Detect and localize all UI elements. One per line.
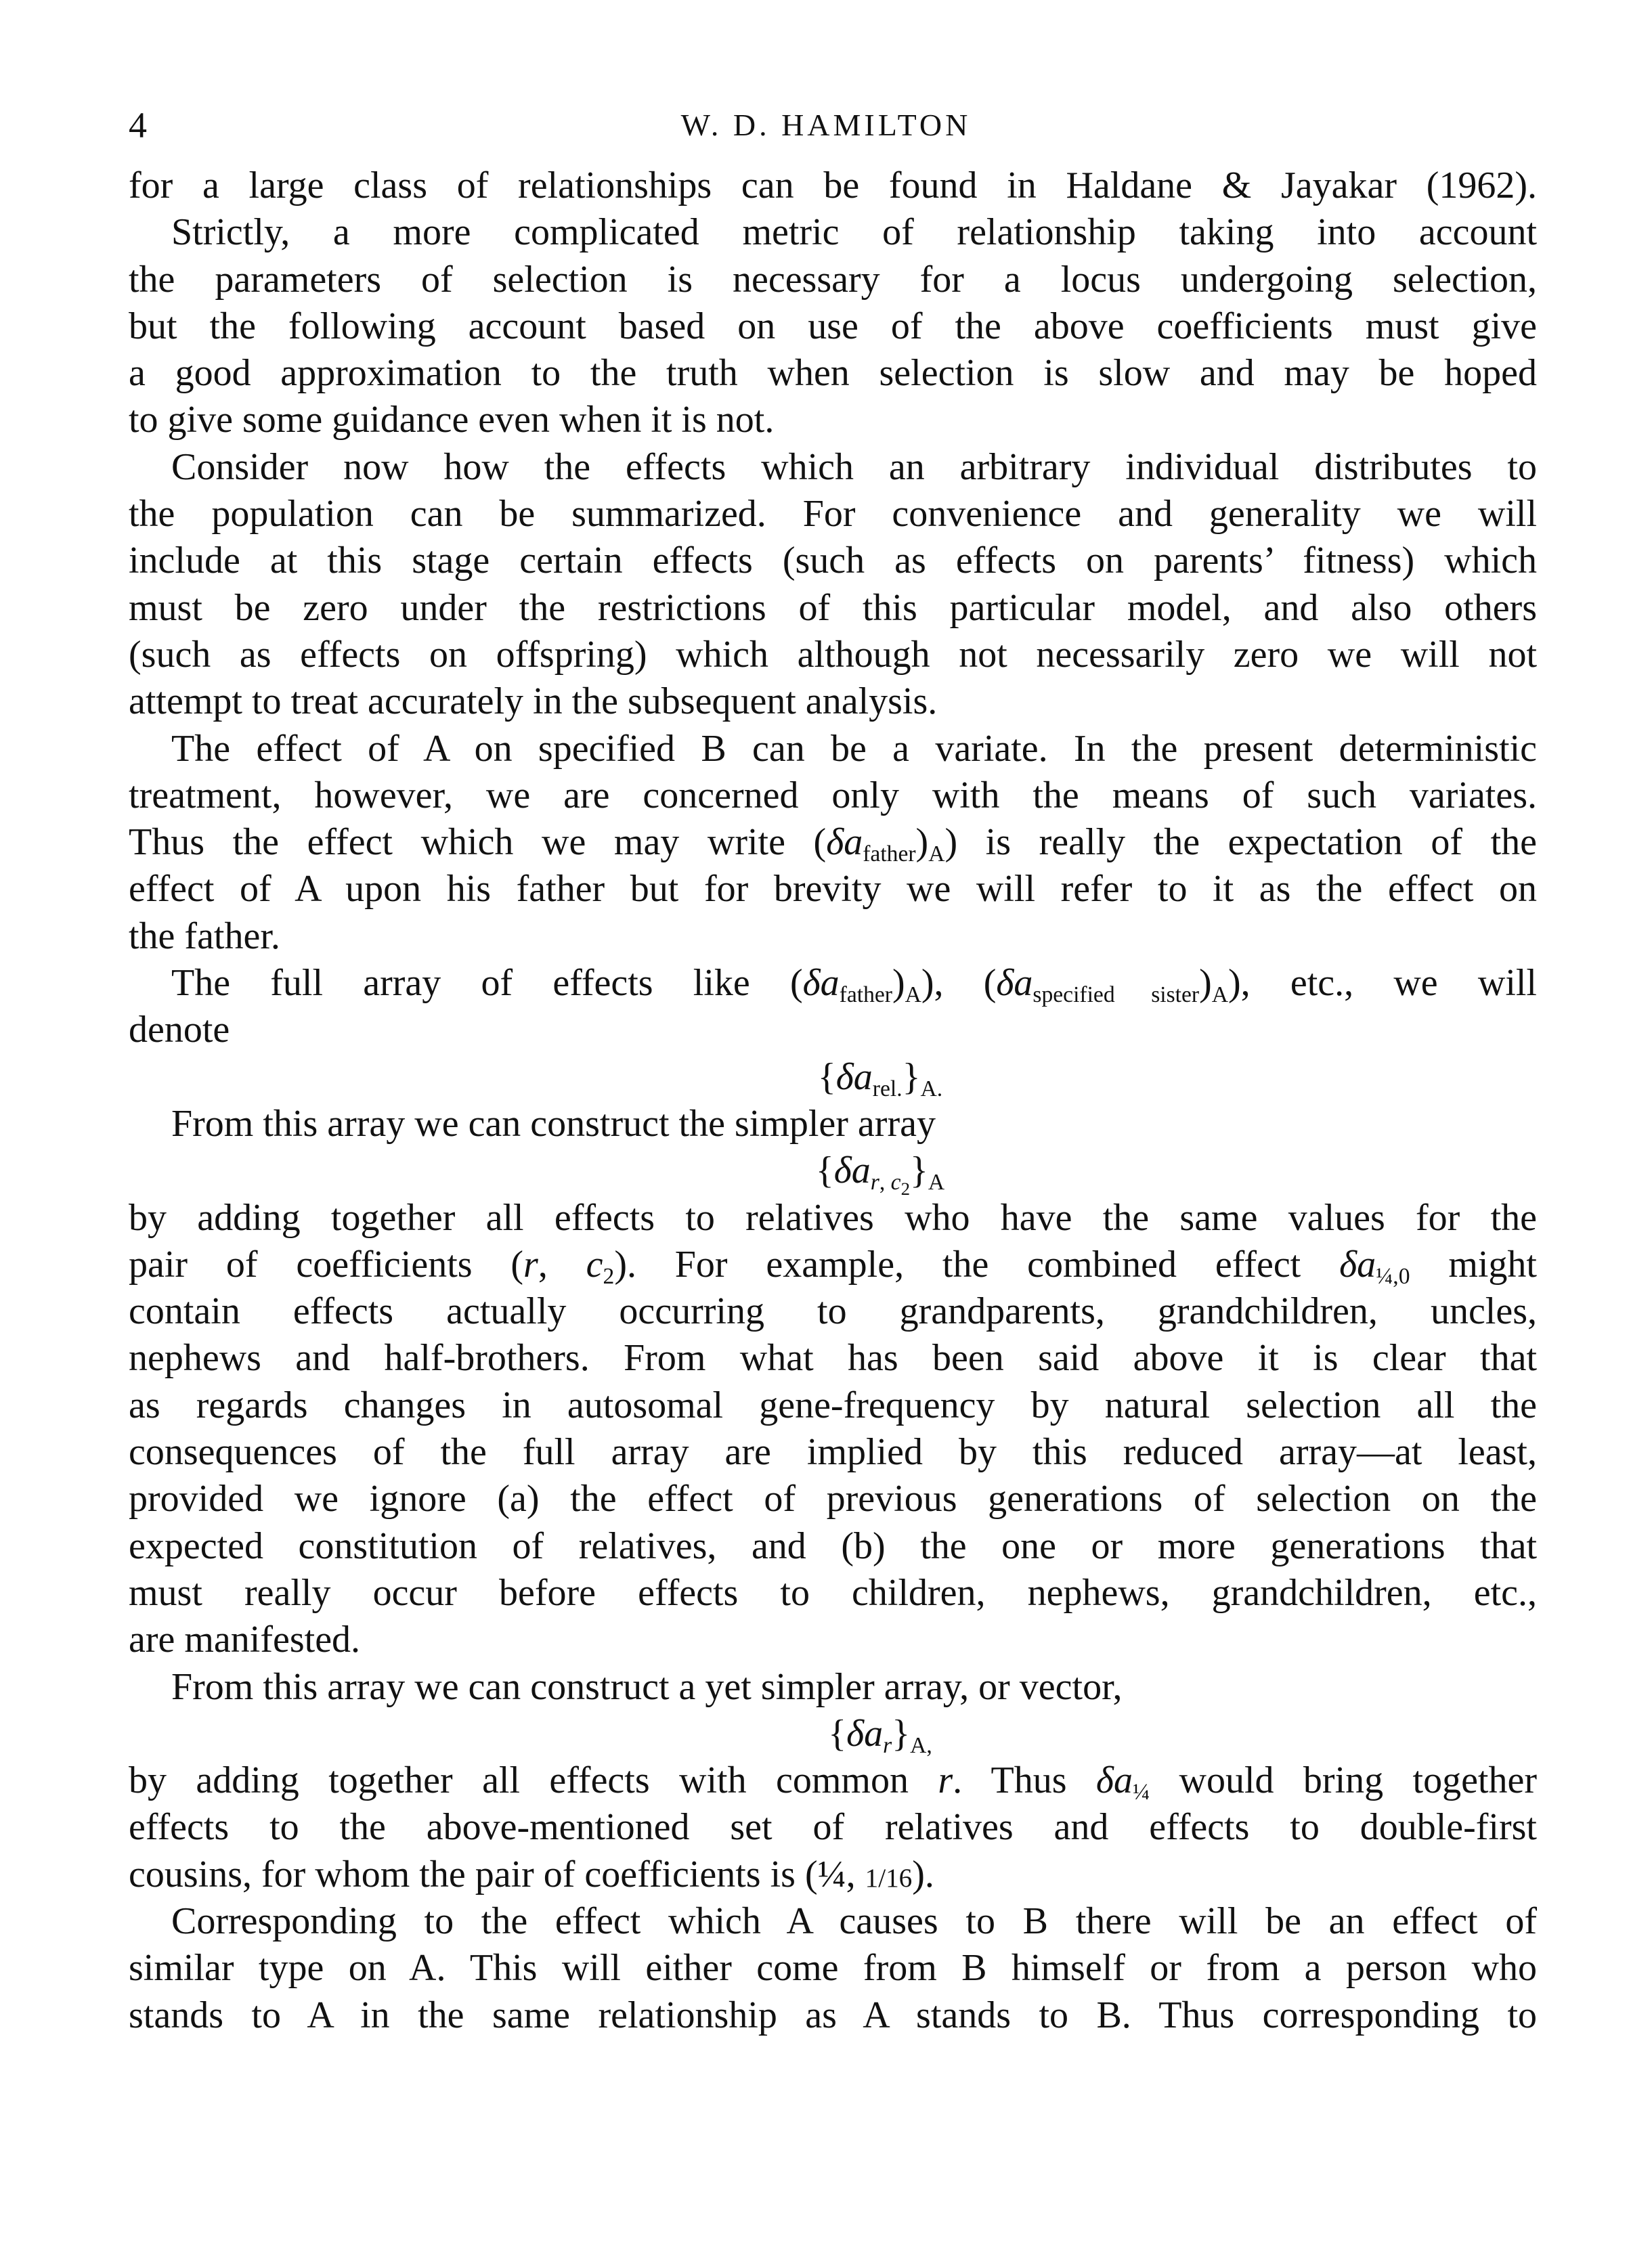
- text-line: a good approximation to the truth when selection is slow and may be hoped: [129, 352, 1537, 395]
- text-line: nephews and half-brothers. From what has been said above it is clear that: [129, 1337, 1537, 1380]
- text-line: the father.: [129, 915, 280, 957]
- text-line: Consider now how the effects which an arbitrary individual distributes to: [171, 445, 1537, 488]
- text-line: provided we ignore (a) the effect of previous generations of selection on the: [129, 1478, 1537, 1520]
- text-line: The effect of A on specified B can be a variate. In the present deterministic: [171, 727, 1537, 770]
- running-head: W. D. HAMILTON: [680, 108, 972, 142]
- text-line: pair of coefficients (r, $c_2$). For example, the combined effect $\delta a_{\frac{1}{4},0}$ might: [129, 1243, 1537, 1289]
- text-line: the population can be summarized. For convenience and generality we will: [129, 493, 1537, 535]
- text-line: stands to A in the same relationship as A stands to B. Thus corresponding to: [129, 1994, 1537, 2036]
- text-line: consequences of the full array are implied by this reduced array—at least,: [129, 1431, 1537, 1474]
- text-line: must really occur before effects to children, nephews, grandchildren, etc.,: [129, 1571, 1537, 1614]
- text-line: by adding together all effects with common r. Thus $\delta a_{\frac{1}{4}}$ would bring together: [129, 1759, 1537, 1805]
- text-line: expected constitution of relatives, and (b) the one or more generations that: [129, 1525, 1537, 1567]
- equation-rel-array: $\{\delta a_{rel.}\}_{A.}$: [817, 1055, 943, 1101]
- text-line: as regards changes in autosomal gene-frequency by natural selection all the: [129, 1384, 1537, 1426]
- equation-r-vector: $\{\delta a_r\}_{A,}$: [828, 1712, 932, 1758]
- text-line: (such as effects on offspring) which although not necessarily zero we will not: [129, 633, 1537, 676]
- text-line: must be zero under the restrictions of this particular model, and also others: [129, 586, 1537, 629]
- text-line: the parameters of selection is necessary for a locus undergoing selection,: [129, 258, 1537, 301]
- text-line: contain effects actually occurring to grandparents, grandchildren, uncles,: [129, 1290, 1537, 1333]
- text-line: Corresponding to the effect which A causes to B there will be an effect of: [171, 1900, 1537, 1942]
- text-line: effects to the above-mentioned set of relatives and effects to double-first: [129, 1806, 1537, 1849]
- text-line: but the following account based on use of the above coefficients must give: [129, 305, 1537, 347]
- text-line: Strictly, a more complicated metric of relationship taking into account: [171, 211, 1537, 254]
- text-line: From this array we can construct a yet simpler array, or vector,: [171, 1665, 1123, 1708]
- text-line: are manifested.: [129, 1619, 361, 1661]
- text-line: by adding together all effects to relatives who have the same values for the: [129, 1196, 1537, 1239]
- text-line: Thus the effect which we may write $(\delta a_{father})_A$) is really the expectation of the: [129, 821, 1537, 867]
- page-number: 4: [129, 105, 147, 146]
- text-line: similar type on A. This will either come from B himself or from a person who: [129, 1947, 1537, 1990]
- text-line: for a large class of relationships can be found in Haldane & Jayakar (1962).: [129, 165, 1537, 206]
- text-line: cousins, for whom the pair of coefficients is (¼, 1/16).: [129, 1853, 934, 1895]
- text-line: treatment, however, we are concerned only with the means of such variates.: [129, 774, 1537, 816]
- text-line: The full array of effects like $(\delta a_{father})_A$), $(\delta a_{specified sister})_A$), etc., we will: [171, 962, 1537, 1008]
- text-line: attempt to treat accurately in the subsequent analysis.: [129, 680, 938, 723]
- body-text: [129, 162, 1537, 2039]
- text-line: effect of A upon his father but for brevity we will refer to it as the effect on: [129, 868, 1537, 911]
- text-line: to give some guidance even when it is not.: [129, 399, 775, 441]
- equation-rc2-array: $\{\delta a_{r, c_2}\}_A$: [815, 1149, 945, 1200]
- text-line: denote: [129, 1009, 230, 1051]
- page-header: [129, 98, 1523, 159]
- text-line: include at this stage certain effects (such as effects on parents’ fitness) which: [129, 540, 1537, 582]
- text-line: From this array we can construct the simpler array: [171, 1102, 936, 1145]
